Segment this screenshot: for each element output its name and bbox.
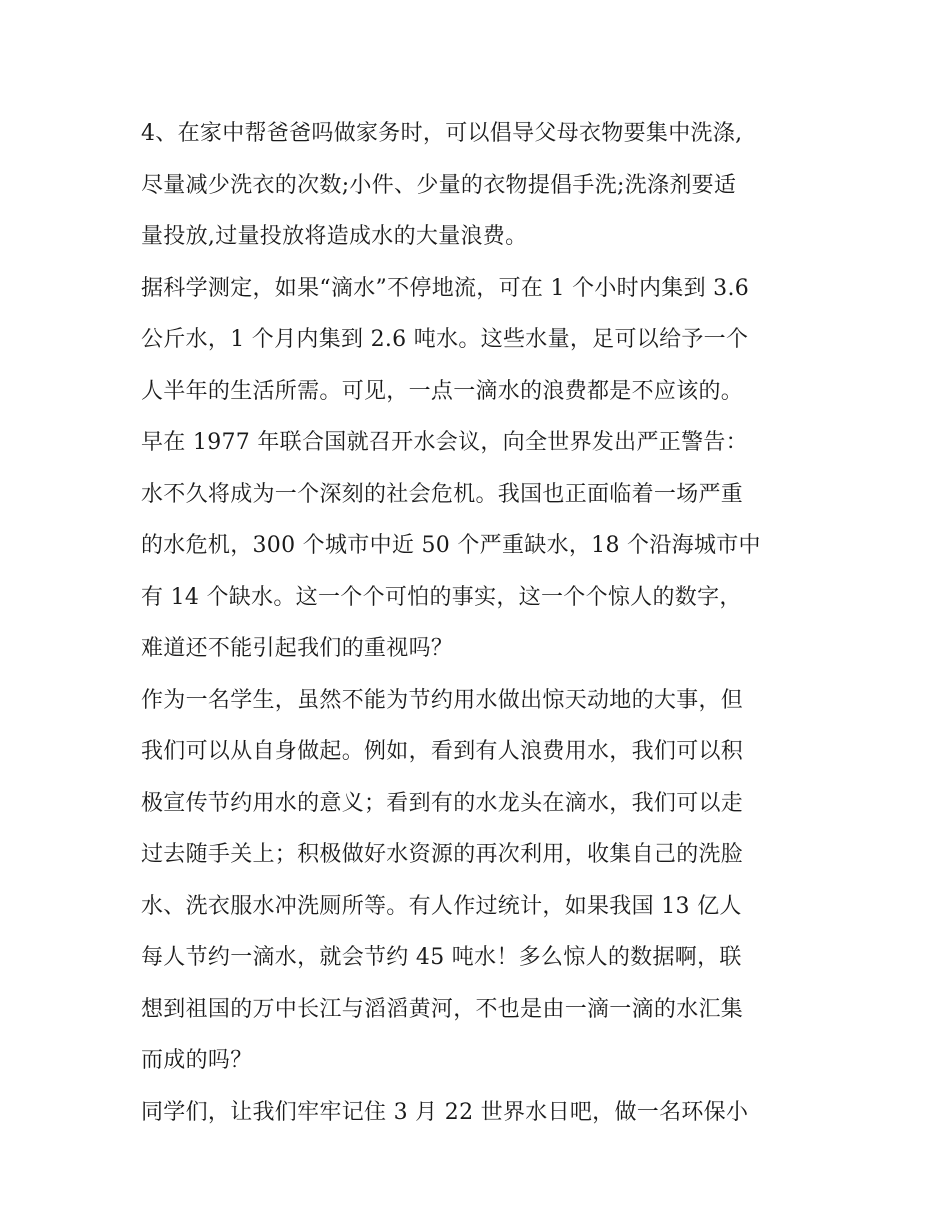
text-line: 难道还不能引起我们的重视吗？	[141, 636, 454, 661]
text-line: 水、洗衣服水冲洗厕所等。有人作过统计，如果我国 13 亿人	[141, 893, 742, 919]
text-line: 公斤水，1 个月内集到 2.6 吨水。这些水量，足可以给予一个	[141, 327, 749, 352]
text-line: 早在 1977 年联合国就召开水会议，向全世界发出严正警告：	[141, 430, 748, 455]
text-line: 而成的吗？	[141, 1048, 253, 1073]
text-line: 尽量减少洗衣的次数;小件、少量的衣物提倡手洗;洗涤剂要适	[141, 172, 737, 198]
text-line: 据科学测定，如果“滴水”不停地流，可在 1 个小时内集到 3.6	[141, 275, 750, 301]
text-line: 每人节约一滴水，就会节约 45 吨水！多么惊人的数据啊，联	[141, 945, 742, 970]
body-text	[141, 108, 831, 1138]
text-line: 我们可以从自身做起。例如，看到有人浪费用水，我们可以积	[141, 739, 744, 764]
text-line: 水不久将成为一个深刻的社会危机。我国也正面临着一场严重	[141, 481, 744, 507]
text-line: 同学们，让我们牢牢记住 3 月 22 世界水日吧，做一名环保小	[141, 1099, 749, 1125]
text-line: 极宣传节约用水的意义；看到有的水龙头在滴水，我们可以走	[141, 790, 744, 816]
text-line: 人半年的生活所需。可见，一点一滴水的浪费都是不应该的。	[141, 378, 744, 404]
text-line: 想到祖国的万中长江与滔滔黄河，不也是由一滴一滴的水汇集	[141, 996, 744, 1022]
text-line: 有 14 个缺水。这一个个可怕的事实，这一个个惊人的数字，	[141, 584, 742, 610]
text-line: 的水危机，300 个城市中近 50 个严重缺水，18 个沿海城市中	[141, 533, 761, 558]
text-line: 量投放,过量投放将造成水的大量浪费。	[141, 224, 528, 249]
text-line: 4、在家中帮爸爸吗做家务时，可以倡导父母衣物要集中洗涤,	[141, 121, 743, 146]
text-line: 过去随手关上；积极做好水资源的再次利用，收集自己的洗脸	[141, 842, 744, 867]
text-line: 作为一名学生，虽然不能为节约用水做出惊天动地的大事，但	[141, 687, 744, 713]
